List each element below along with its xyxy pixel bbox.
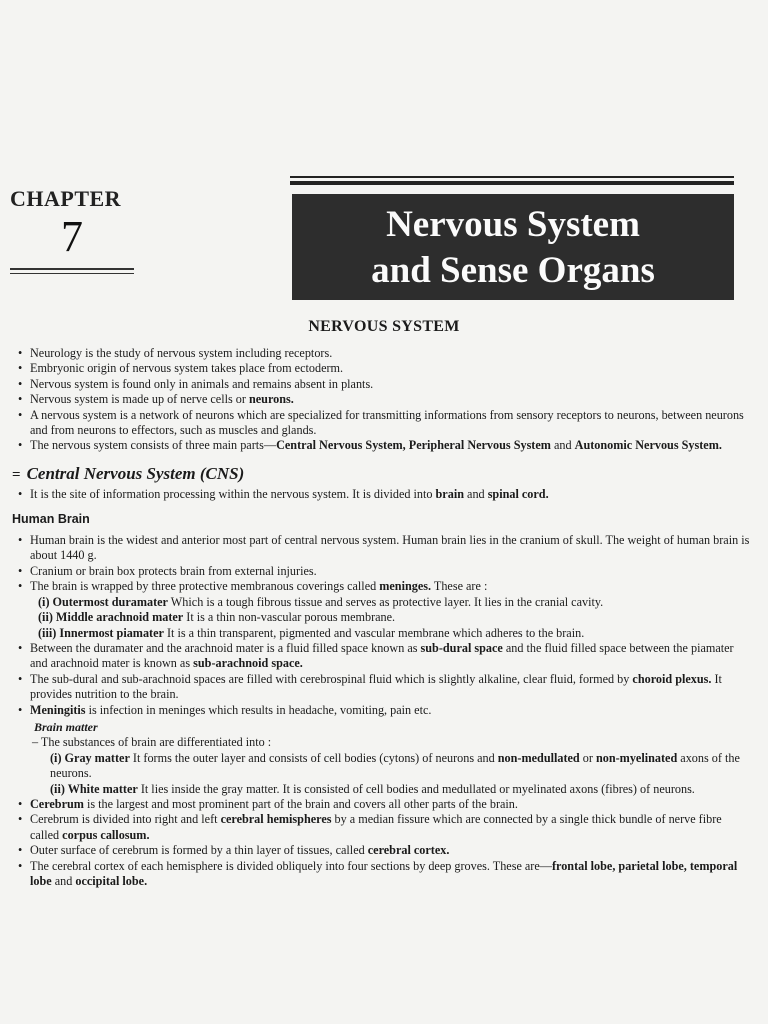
human-brain-bullet-list (12, 533, 752, 595)
main-content (12, 346, 752, 889)
brain-matter-heading: Brain matter (34, 719, 98, 734)
cns-heading (12, 463, 752, 483)
meninges-item: (iii) Innermost piamater It is a thin transparent, pigmented and vascular membrane which adheres to the brain. (38, 625, 585, 640)
cns-bullet-list (12, 487, 752, 502)
meninges-item: (i) Outermost duramater Which is a tough fibrous tissue and serves as protective layer. It lies in the cranial cavity. (38, 594, 604, 609)
chapter-rule (10, 268, 134, 270)
list-item: • Cerebrum is divided into right and left cerebral hemispheres by a median fissure which are connected by a single thick bundle of nerve fibre called corpus callosum. (12, 812, 752, 843)
list-item: • Embryonic origin of nervous system takes place from ectoderm. (12, 361, 752, 376)
list-item: • It is the site of information processing within the nervous system. It is divided into brain and spinal cord. (12, 487, 752, 502)
cns-heading-text: Central Nervous System (CNS) (26, 463, 245, 483)
white-matter-item: (ii) White matter It lies inside the gray matter. It is consisted of cell bodies and medullated or myelinated axons (fibres) of neurons. (50, 781, 695, 796)
list-item: • Cerebrum is the largest and most prominent part of the brain and covers all other parts of the brain. (12, 797, 752, 812)
list-item: • Cranium or brain box protects brain from external injuries. (12, 564, 752, 579)
list-item: • Neurology is the study of nervous system including receptors. (12, 346, 752, 361)
chapter-label: CHAPTER (10, 186, 122, 211)
list-item: • Human brain is the widest and anterior most part of central nervous system. Human brain lies in the cranium of skull. The weight of human brain is about 1440 g. (12, 533, 752, 564)
list-item: • A nervous system is a network of neurons which are specialized for transmitting informations from sensory receptors to neurons, between neurons and from neurons to effectors, such as muscles and glands. (12, 408, 752, 439)
chapter-title-line-1: Nervous System (386, 204, 640, 245)
brain-matter-intro: – The substances of brain are differentiated into : (32, 735, 272, 750)
list-item: • Nervous system is found only in animals and remains absent in plants. (12, 377, 752, 392)
list-item: • The nervous system consists of three main parts—Central Nervous System, Peripheral Nervous System and Autonomic Nervous System. (12, 438, 752, 453)
list-item: • The sub-dural and sub-arachnoid spaces are filled with cerebrospinal fluid which is slightly alkaline, clear fluid, formed by choroid plexus. It provides nutrition to the brain. (12, 672, 752, 703)
list-item: • Nervous system is made up of nerve cells or neurons. (12, 392, 752, 407)
gray-matter-item: (i) Gray matter It forms the outer layer and consists of cell bodies (cytons) of neurons and non-medullated or non-myelinated axons of the neurons. (50, 750, 740, 781)
intro-bullet-list (12, 346, 752, 454)
human-brain-heading: Human Brain (12, 511, 90, 526)
chapter-block (10, 186, 134, 274)
chapter-rule-thin (10, 273, 134, 274)
banner-rules (290, 176, 734, 185)
list-item: • The brain is wrapped by three protective membranous coverings called meninges. These are : (12, 579, 752, 594)
chapter-number: 7 (61, 212, 83, 261)
list-item: • Meningitis is infection in meninges which results in headache, vomiting, pain etc. (12, 703, 752, 718)
spaces-bullet-list (12, 641, 752, 718)
meninges-item: (ii) Middle arachnoid mater It is a thin non-vascular porous membrane. (38, 610, 396, 625)
section-heading: NERVOUS SYSTEM (308, 318, 460, 335)
list-item: • The cerebral cortex of each hemisphere is divided obliquely into four sections by deep groves. These are—frontal lobe, parietal lobe, temporal lobe and occipital lobe. (12, 859, 752, 890)
cerebrum-bullet-list (12, 797, 752, 889)
heading-marker: = (12, 466, 21, 483)
chapter-title-line-2: and Sense Organs (371, 250, 655, 291)
chapter-title-banner (292, 194, 734, 300)
list-item: • Between the duramater and the arachnoid mater is a fluid filled space known as sub-dural space and the fluid filled space between the piamater and arachnoid mater is known as sub-arachnoid space. (12, 641, 752, 672)
list-item: • Outer surface of cerebrum is formed by a thin layer of tissues, called cerebral cortex. (12, 843, 752, 858)
